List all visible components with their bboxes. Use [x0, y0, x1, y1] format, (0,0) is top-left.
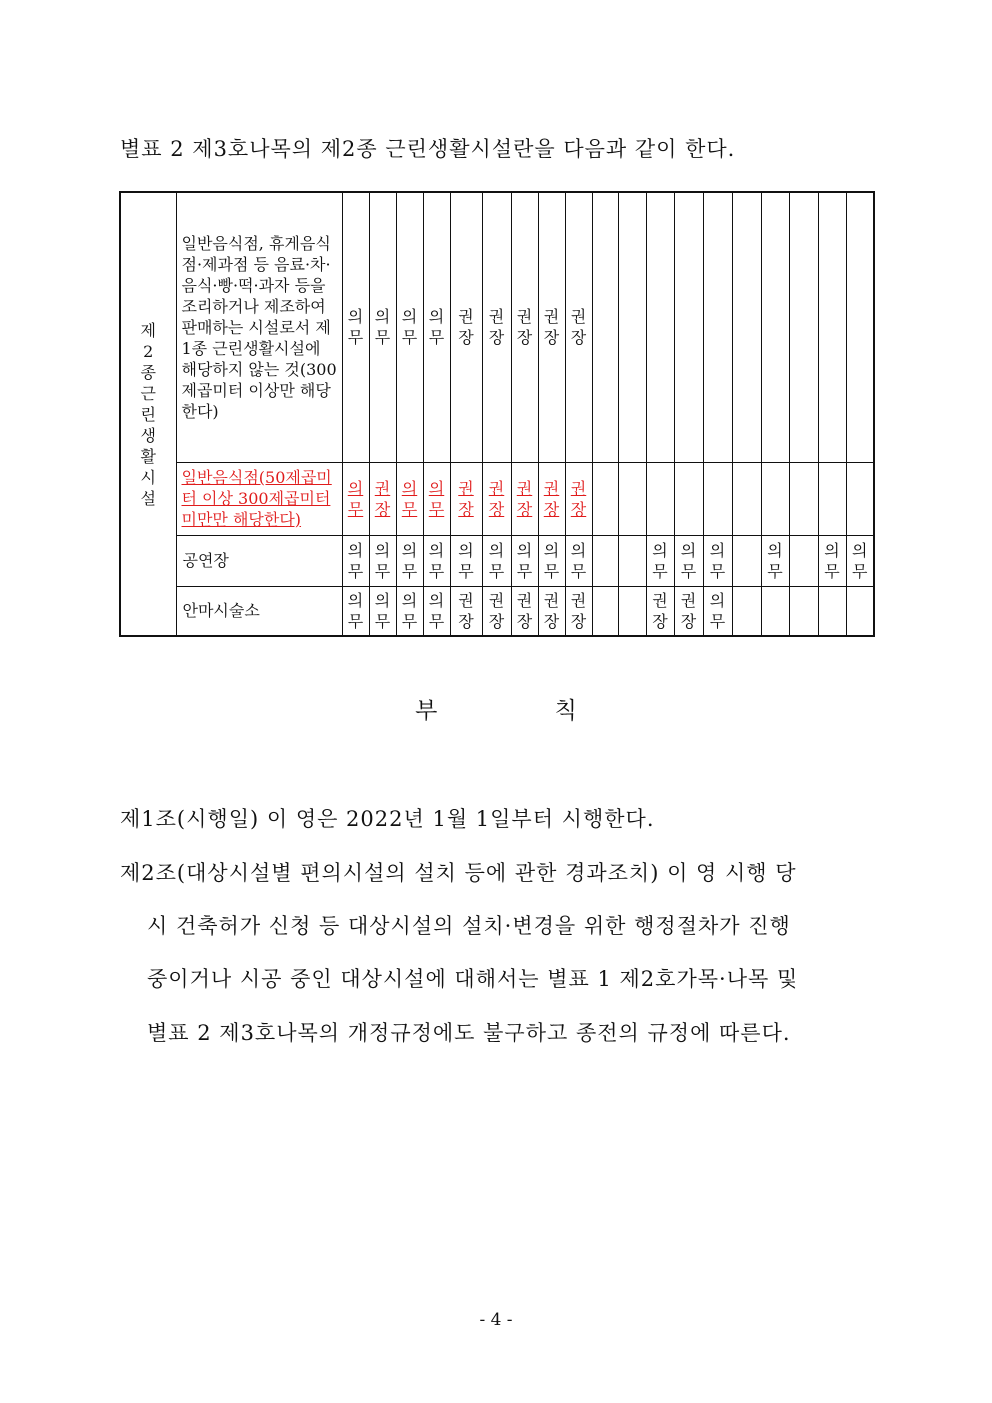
article-2-line-4: 별표 2 제3호나목의 개정규정에도 불구하고 종전의 규정에 따른다.	[147, 1021, 791, 1045]
mark-text: 권장	[543, 590, 560, 631]
mark-text: 의무	[347, 540, 364, 581]
table-row	[120, 192, 874, 462]
mark-text: 의무	[347, 307, 364, 348]
mark-cell	[592, 192, 618, 462]
mark-text: 의무	[347, 478, 364, 519]
mark-cell	[732, 586, 761, 636]
mark-text: 의무	[347, 590, 364, 631]
mark-cell	[646, 462, 674, 535]
mark-cell	[396, 586, 423, 636]
group-label: 제2종근린생활시설	[140, 320, 156, 508]
mark-cell	[369, 462, 396, 535]
mark-text: 의무	[401, 540, 418, 581]
mark-cell	[342, 586, 369, 636]
mark-text: 의무	[516, 540, 533, 581]
mark-cell	[538, 462, 565, 535]
mark-text: 권장	[488, 307, 505, 348]
mark-text: 의무	[709, 540, 726, 581]
mark-cell	[592, 535, 618, 586]
table-row	[120, 462, 874, 535]
mark-cell	[703, 462, 732, 535]
mark-cell	[646, 192, 674, 462]
article-2-line-2: 시 건축허가 신청 등 대상시설의 설치·변경을 위한 행정절차가 진행	[147, 914, 791, 938]
mark-text: 의무	[428, 307, 445, 348]
facility-table	[119, 191, 875, 637]
mark-cell	[846, 535, 874, 586]
mark-cell	[511, 586, 538, 636]
mark-cell	[789, 192, 818, 462]
row-description: 일반음식점, 휴게음식점·제과점 등 음료·차·음식·빵·떡·과자 등을 조리하거나 제조하여 판매하는 시설로서 제1종 근린생활시설에 해당하지 않는 것(300제곱미터 이상만 해당한다)	[176, 192, 342, 462]
mark-cell	[511, 535, 538, 586]
mark-cell	[846, 462, 874, 535]
mark-cell	[423, 586, 450, 636]
mark-cell	[846, 586, 874, 636]
mark-cell	[423, 462, 450, 535]
mark-cell	[538, 586, 565, 636]
mark-cell	[674, 462, 703, 535]
mark-text: 권장	[458, 307, 474, 348]
mark-cell	[396, 535, 423, 586]
mark-text: 의무	[767, 540, 783, 581]
mark-text: 권장	[374, 478, 391, 519]
mark-cell	[674, 192, 703, 462]
mark-cell	[482, 535, 511, 586]
mark-text: 의무	[458, 540, 474, 581]
mark-text: 권장	[652, 590, 668, 631]
article-2-line-1: 제2조(대상시설별 편의시설의 설치 등에 관한 경과조치) 이 영 시행 당	[120, 861, 797, 885]
mark-text: 의무	[374, 590, 391, 631]
mark-text: 의무	[428, 590, 445, 631]
mark-text: 권장	[488, 478, 505, 519]
mark-text: 권장	[458, 590, 474, 631]
mark-cell	[618, 462, 646, 535]
mark-cell	[761, 192, 789, 462]
row-description: 공연장	[176, 535, 342, 586]
mark-cell	[818, 192, 846, 462]
mark-text: 의무	[652, 540, 668, 581]
mark-cell	[565, 192, 592, 462]
mark-cell	[565, 586, 592, 636]
mark-cell	[538, 535, 565, 586]
mark-text: 권장	[570, 478, 587, 519]
mark-cell	[450, 192, 482, 462]
mark-cell	[482, 462, 511, 535]
mark-cell	[511, 462, 538, 535]
mark-cell	[674, 535, 703, 586]
group-label-cell	[120, 192, 176, 636]
mark-cell	[761, 586, 789, 636]
mark-cell	[674, 586, 703, 636]
article-2-line-3: 중이거나 시공 중인 대상시설에 대해서는 별표 1 제2호가목·나목 및	[147, 967, 799, 991]
mark-cell	[703, 192, 732, 462]
mark-cell	[396, 462, 423, 535]
mark-cell	[342, 462, 369, 535]
mark-text: 권장	[516, 478, 533, 519]
mark-text: 의무	[401, 590, 418, 631]
row-description-amended: 일반음식점(50제곱미터 이상 300제곱미터 미만만 해당한다)	[176, 462, 342, 535]
mark-text: 의무	[401, 307, 418, 348]
mark-cell	[761, 535, 789, 586]
mark-cell	[423, 192, 450, 462]
mark-text: 의무	[428, 540, 445, 581]
mark-text: 권장	[488, 590, 505, 631]
mark-cell	[538, 192, 565, 462]
article-1: 제1조(시행일) 이 영은 2022년 1월 1일부터 시행한다.	[120, 807, 655, 831]
mark-text: 권장	[543, 307, 560, 348]
mark-cell	[342, 192, 369, 462]
mark-text: 의무	[570, 540, 587, 581]
mark-cell	[423, 535, 450, 586]
row-description: 안마시술소	[176, 586, 342, 636]
mark-cell	[703, 535, 732, 586]
mark-text: 의무	[852, 540, 868, 581]
mark-cell	[761, 462, 789, 535]
mark-text: 의무	[374, 307, 391, 348]
mark-text: 의무	[374, 540, 391, 581]
mark-cell	[818, 535, 846, 586]
mark-text: 권장	[680, 590, 697, 631]
mark-cell	[846, 192, 874, 462]
mark-cell	[565, 462, 592, 535]
mark-cell	[369, 535, 396, 586]
mark-cell	[789, 535, 818, 586]
mark-cell	[342, 535, 369, 586]
mark-cell	[396, 192, 423, 462]
mark-text: 권장	[570, 590, 587, 631]
mark-text: 의무	[401, 478, 418, 519]
mark-cell	[618, 535, 646, 586]
mark-cell	[618, 586, 646, 636]
mark-cell	[646, 535, 674, 586]
mark-cell	[789, 462, 818, 535]
mark-cell	[592, 586, 618, 636]
table-row	[120, 535, 874, 586]
mark-cell	[369, 192, 396, 462]
mark-text: 권장	[458, 478, 474, 519]
mark-cell	[789, 586, 818, 636]
mark-cell	[482, 586, 511, 636]
mark-text: 의무	[428, 478, 445, 519]
mark-cell	[450, 586, 482, 636]
mark-text: 권장	[516, 590, 533, 631]
mark-text: 권장	[516, 307, 533, 348]
mark-cell	[450, 462, 482, 535]
mark-text: 의무	[709, 590, 726, 631]
mark-cell	[818, 462, 846, 535]
mark-cell	[703, 586, 732, 636]
mark-cell	[482, 192, 511, 462]
mark-text: 의무	[488, 540, 505, 581]
supplementary-heading: 부 칙	[415, 698, 632, 724]
mark-cell	[646, 586, 674, 636]
mark-cell	[732, 462, 761, 535]
mark-cell	[818, 586, 846, 636]
table-row	[120, 586, 874, 636]
mark-text: 의무	[824, 540, 840, 581]
mark-cell	[732, 535, 761, 586]
mark-text: 의무	[680, 540, 697, 581]
mark-cell	[592, 462, 618, 535]
mark-cell	[369, 586, 396, 636]
mark-cell	[618, 192, 646, 462]
mark-cell	[450, 535, 482, 586]
mark-text: 의무	[543, 540, 560, 581]
mark-text: 권장	[543, 478, 560, 519]
page-number: - 4 -	[479, 1310, 513, 1330]
mark-cell	[511, 192, 538, 462]
mark-text: 권장	[570, 307, 587, 348]
mark-cell	[732, 192, 761, 462]
intro-sentence: 별표 2 제3호나목의 제2종 근린생활시설란을 다음과 같이 한다.	[120, 137, 736, 161]
mark-cell	[565, 535, 592, 586]
